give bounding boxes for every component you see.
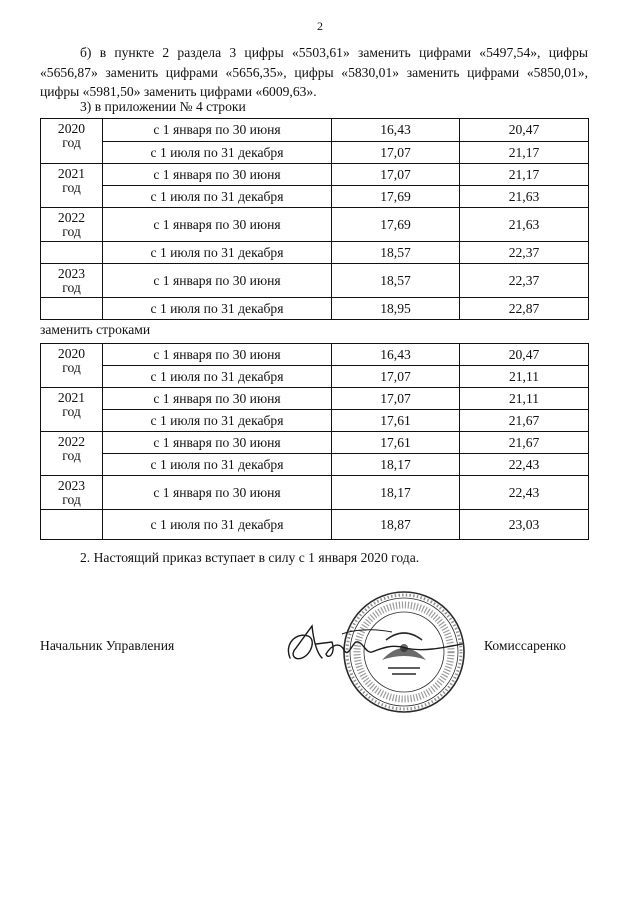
year-cell <box>41 164 103 208</box>
value-cell: 21,63 <box>460 208 589 242</box>
year-cell <box>41 119 103 164</box>
value-cell: 18,57 <box>332 264 460 298</box>
year-number: 2021 <box>57 166 86 181</box>
table-row <box>41 164 589 186</box>
table-row <box>41 366 589 388</box>
value-cell: 17,61 <box>332 410 460 432</box>
value-cell: 18,17 <box>332 476 460 510</box>
year-word: год <box>62 180 81 195</box>
value-cell: 17,07 <box>332 164 460 186</box>
table-row <box>41 142 589 164</box>
year-number: 2022 <box>57 434 86 449</box>
table-row <box>41 454 589 476</box>
year-number: 2023 <box>57 478 86 493</box>
year-cell <box>41 264 103 298</box>
value-cell: 16,43 <box>332 344 460 366</box>
year-cell-empty <box>41 510 103 540</box>
table-row <box>41 119 589 142</box>
value-cell: 21,11 <box>460 366 589 388</box>
year-number: 2020 <box>57 346 86 361</box>
year-word: год <box>62 360 81 375</box>
value-cell: 17,69 <box>332 208 460 242</box>
year-word: год <box>62 448 81 463</box>
paragraph-2: 2. Настоящий приказ вступает в силу с 1 января 2020 года. <box>80 550 420 565</box>
rates-table-new <box>40 343 589 540</box>
period-cell: с 1 июля по 31 декабря <box>103 142 332 164</box>
value-cell: 17,07 <box>332 366 460 388</box>
value-cell: 17,61 <box>332 432 460 454</box>
period-cell: с 1 июля по 31 декабря <box>103 242 332 264</box>
period-cell: с 1 января по 30 июня <box>103 432 332 454</box>
value-cell: 21,17 <box>460 142 589 164</box>
year-cell-empty <box>41 242 103 264</box>
year-word: год <box>62 135 81 150</box>
replace-label: заменить строками <box>40 322 151 337</box>
rates-table-old <box>40 118 589 320</box>
period-cell: с 1 января по 30 июня <box>103 344 332 366</box>
value-cell: 21,67 <box>460 432 589 454</box>
value-cell: 18,57 <box>332 242 460 264</box>
value-cell: 17,07 <box>332 388 460 410</box>
value-cell: 21,11 <box>460 388 589 410</box>
period-cell: с 1 июля по 31 декабря <box>103 366 332 388</box>
signatory-title: Начальник Управления <box>40 638 175 653</box>
value-cell: 22,43 <box>460 454 589 476</box>
table-row <box>41 410 589 432</box>
year-word: год <box>62 224 81 239</box>
table-row <box>41 388 589 410</box>
value-cell: 18,87 <box>332 510 460 540</box>
value-cell: 18,95 <box>332 298 460 320</box>
period-cell: с 1 июля по 31 декабря <box>103 454 332 476</box>
period-cell: с 1 января по 30 июня <box>103 476 332 510</box>
value-cell: 21,63 <box>460 186 589 208</box>
value-cell: 17,69 <box>332 186 460 208</box>
year-number: 2023 <box>57 266 86 281</box>
table-row <box>41 344 589 366</box>
year-word: год <box>62 492 81 507</box>
year-cell-empty <box>41 298 103 320</box>
value-cell: 17,07 <box>332 142 460 164</box>
period-cell: с 1 января по 30 июня <box>103 119 332 142</box>
table-row <box>41 186 589 208</box>
year-number: 2022 <box>57 210 86 225</box>
period-cell: с 1 января по 30 июня <box>103 208 332 242</box>
year-cell <box>41 476 103 510</box>
table-row <box>41 432 589 454</box>
value-cell: 18,17 <box>332 454 460 476</box>
year-cell <box>41 344 103 388</box>
year-number: 2021 <box>57 390 86 405</box>
paragraph-3: 3) в приложении № 4 строки <box>80 99 246 114</box>
value-cell: 23,03 <box>460 510 589 540</box>
period-cell: с 1 июля по 31 декабря <box>103 410 332 432</box>
value-cell: 20,47 <box>460 344 589 366</box>
year-cell <box>41 432 103 476</box>
value-cell: 21,67 <box>460 410 589 432</box>
table-row <box>41 510 589 540</box>
value-cell: 20,47 <box>460 119 589 142</box>
year-word: год <box>62 280 81 295</box>
value-cell: 22,43 <box>460 476 589 510</box>
value-cell: 22,87 <box>460 298 589 320</box>
signatory-name: Комиссаренко <box>484 638 566 653</box>
year-cell <box>41 208 103 242</box>
table-row <box>41 242 589 264</box>
table-row <box>41 298 589 320</box>
value-cell: 21,17 <box>460 164 589 186</box>
table-row <box>41 476 589 510</box>
table-row <box>41 208 589 242</box>
year-word: год <box>62 404 81 419</box>
table-row <box>41 264 589 298</box>
period-cell: с 1 июля по 31 декабря <box>103 186 332 208</box>
period-cell: с 1 июля по 31 декабря <box>103 298 332 320</box>
page-number: 2 <box>317 19 323 33</box>
handwritten-signature-icon <box>282 614 482 674</box>
period-cell: с 1 июля по 31 декабря <box>103 510 332 540</box>
paragraph-b: б) в пункте 2 раздела 3 цифры «5503,61» заменить цифрами «5497,54», цифры «5656,87» заменить цифрами «5656,35», цифры «5830,01» заменить цифрами «5850,01», цифры «5981,50» заменить цифрами «6009,63». <box>40 45 588 100</box>
year-number: 2020 <box>57 121 86 136</box>
year-cell <box>41 388 103 432</box>
value-cell: 22,37 <box>460 242 589 264</box>
value-cell: 16,43 <box>332 119 460 142</box>
value-cell: 22,37 <box>460 264 589 298</box>
period-cell: с 1 января по 30 июня <box>103 388 332 410</box>
period-cell: с 1 января по 30 июня <box>103 164 332 186</box>
period-cell: с 1 января по 30 июня <box>103 264 332 298</box>
